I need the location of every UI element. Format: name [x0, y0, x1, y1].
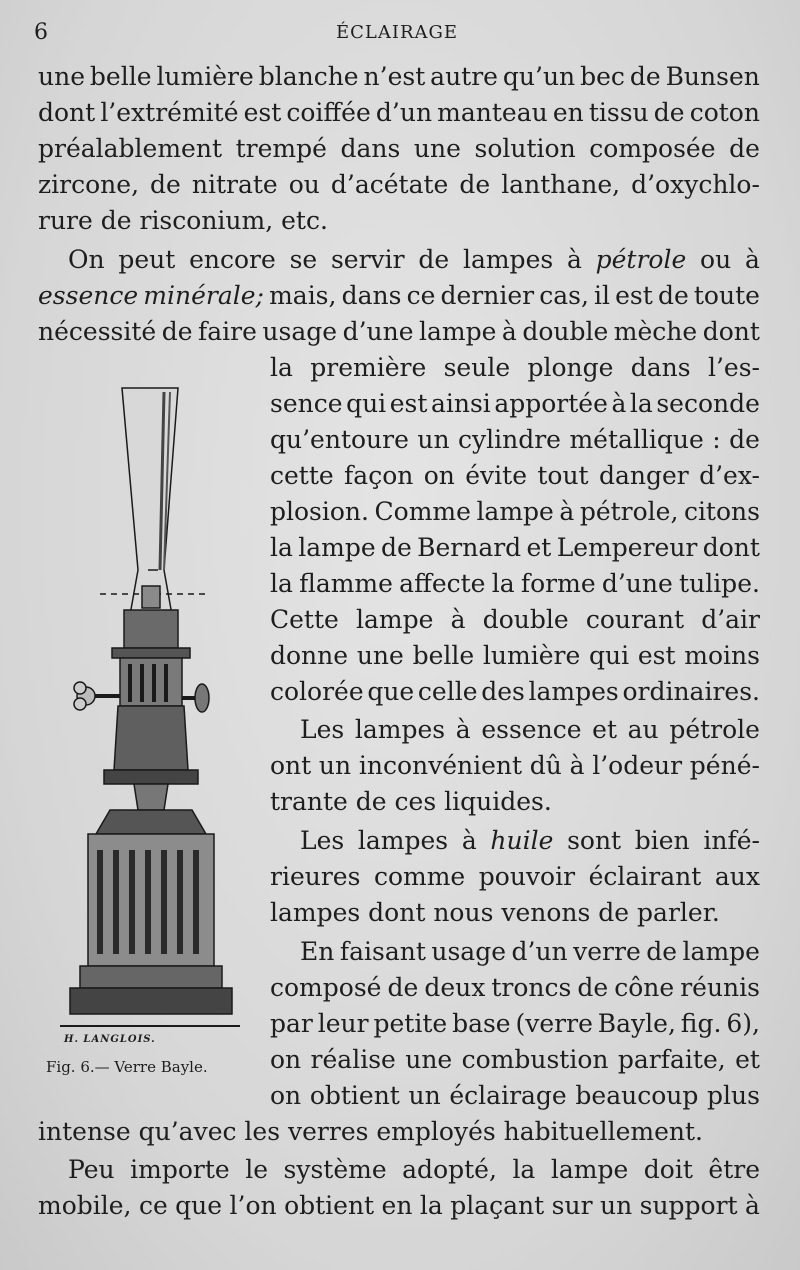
- text-line: préalablement trempé dans une solution composée de: [38, 134, 760, 163]
- text-line: On peut encore se servir de lampes à pétrole ou à: [68, 245, 760, 274]
- engraver-signature: H. LANGLOIS.: [64, 1034, 156, 1045]
- text-line: Les lampes à essence et au pétrole: [300, 715, 760, 744]
- text-line: mobile, ce que l’on obtient en la plaçant sur un support à: [38, 1191, 760, 1220]
- text-line: on obtient un éclairage beaucoup plus: [270, 1081, 760, 1110]
- figure-caption: Fig. 6.— Verre Bayle.: [46, 1058, 208, 1076]
- text-line: une belle lumière blanche n’est autre qu’un bec de Bunsen: [38, 62, 760, 91]
- text-line: zircone, de nitrate ou d’acétate de lanthane, d’oxychlo-: [38, 170, 760, 199]
- text-line: ont un inconvénient dû à l’odeur péné-: [270, 751, 760, 780]
- text-line: donne une belle lumière qui est moins: [270, 641, 760, 670]
- text-line: composé de deux troncs de cône réunis: [270, 973, 760, 1002]
- page-number: 6: [34, 20, 48, 45]
- text-line: on réalise une combustion parfaite, et: [270, 1045, 760, 1074]
- text-line: nécessité de faire usage d’une lampe à double mèche dont: [38, 317, 760, 346]
- text-line: trante de ces liquides.: [270, 787, 552, 816]
- text-line: cette façon on évite tout danger d’ex-: [270, 461, 760, 490]
- page-header: [34, 20, 760, 46]
- text-line: la flamme affecte la forme d’une tulipe.: [270, 569, 760, 598]
- text-line: intense qu’avec les verres employés habituellement.: [38, 1117, 703, 1146]
- text-line: la première seule plonge dans l’es-: [270, 353, 760, 382]
- text-line: colorée que celle des lampes ordinaires.: [270, 677, 760, 706]
- text-line: rure de risconium, etc.: [38, 206, 328, 235]
- text-line: lampes dont nous venons de parler.: [270, 898, 720, 927]
- text-line: Les lampes à huile sont bien infé-: [300, 826, 760, 855]
- text-line: qu’entoure un cylindre métallique : de: [270, 425, 760, 454]
- text-line: dont l’extrémité est coiffée d’un manteau en tissu de coton: [38, 98, 760, 127]
- lamp-illustration: [60, 380, 240, 1030]
- text-line: sence qui est ainsi apportée à la seconde: [270, 389, 760, 418]
- text-line: la lampe de Bernard et Lempereur dont: [270, 533, 760, 562]
- text-line: Cette lampe à double courant d’air: [270, 605, 760, 634]
- running-title: ÉCLAIRAGE: [335, 22, 459, 43]
- text-line: En faisant usage d’un verre de lampe: [300, 937, 760, 966]
- text-line: essence minérale; mais, dans ce dernier cas, il est de toute: [38, 281, 760, 310]
- text-line: plosion. Comme lampe à pétrole, citons: [270, 497, 760, 526]
- text-line: par leur petite base (verre Bayle, fig. 6),: [270, 1009, 760, 1038]
- text-line: rieures comme pouvoir éclairant aux: [270, 862, 760, 891]
- text-line: Peu importe le système adopté, la lampe doit être: [68, 1155, 760, 1184]
